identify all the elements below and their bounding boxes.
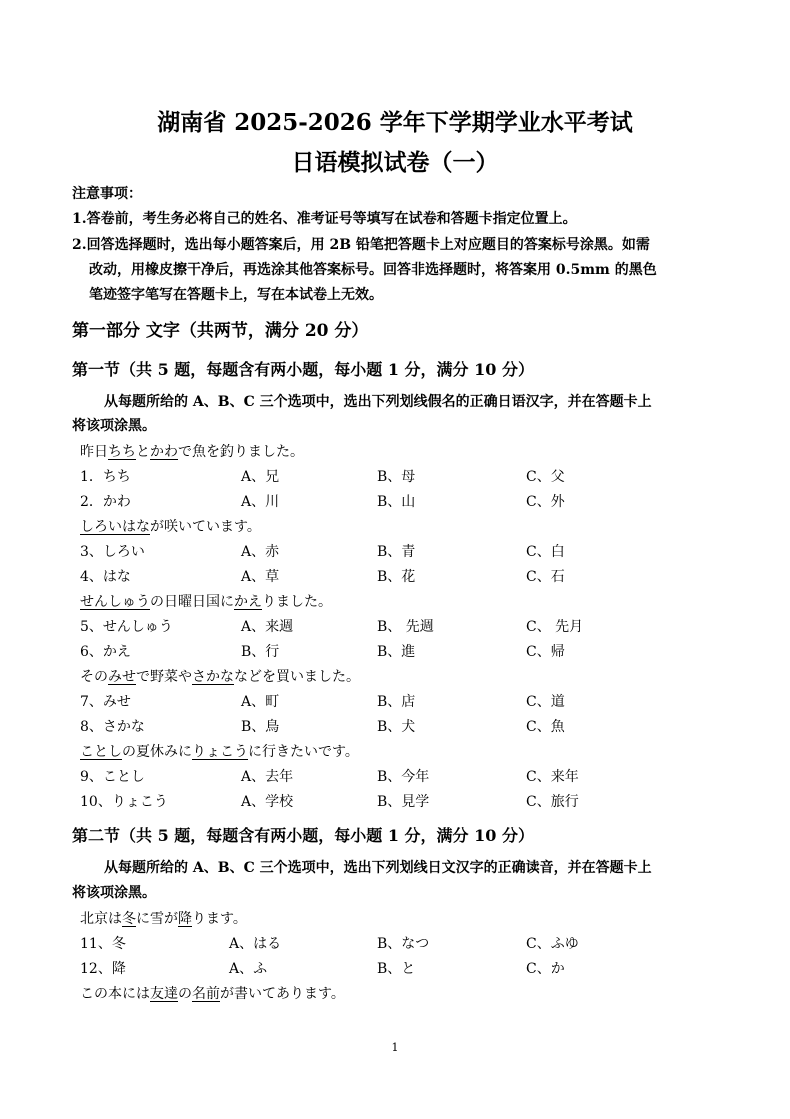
underlined-kana: かえ [234, 594, 262, 610]
question-2-option-c[interactable]: C、外 [526, 494, 565, 510]
question-11-option-c[interactable]: C、ふゆ [526, 936, 579, 952]
question-4-label: 4、はな [80, 569, 131, 585]
question-2-option-b[interactable]: B、山 [377, 494, 416, 510]
underlined-kana: せんしゅう [80, 594, 150, 610]
question-12-option-a[interactable]: A、ふ [229, 961, 268, 977]
question-3-option-b[interactable]: B、青 [377, 544, 416, 560]
underlined-kana: かわ [150, 444, 178, 460]
example-sentence-1: 昨日ちちとかわで魚を釣りました。 [80, 444, 304, 460]
underlined-kanji: 降 [178, 911, 192, 927]
example-sentence-7: この本には友達の名前が書いてあります。 [80, 986, 345, 1002]
question-11-label: 11、冬 [80, 936, 126, 952]
underlined-kana: りょこう [192, 744, 248, 760]
question-3-option-a[interactable]: A、赤 [241, 544, 280, 560]
section1-instruction-line2: 将该项涂黑。 [72, 418, 156, 434]
question-2-option-a[interactable]: A、川 [241, 494, 280, 510]
question-2-label: 2．かわ [80, 494, 131, 510]
question-4-option-b[interactable]: B、花 [377, 569, 416, 585]
question-10-option-c[interactable]: C、旅行 [526, 794, 579, 810]
question-5-option-a[interactable]: A、来週 [241, 619, 294, 635]
question-6-option-a[interactable]: B、行 [241, 644, 280, 660]
section2-instruction-line2: 将该项涂黑。 [72, 885, 156, 901]
question-8-option-b[interactable]: B、犬 [377, 719, 416, 735]
question-8-option-c[interactable]: C、魚 [526, 719, 565, 735]
question-5-label: 5、せんしゅう [80, 619, 173, 635]
question-9-option-c[interactable]: C、来年 [526, 769, 579, 785]
question-12-label: 12、降 [80, 961, 126, 977]
example-sentence-2: しろいはなが咲いています。 [80, 519, 261, 535]
question-11-option-a[interactable]: A、はる [229, 936, 282, 952]
question-6-option-c[interactable]: C、帰 [526, 644, 565, 660]
underlined-kanji: 友達 [150, 986, 178, 1002]
question-12-option-c[interactable]: C、か [526, 961, 565, 977]
question-8-label: 8、さかな [80, 719, 145, 735]
example-sentence-4: そのみせで野菜やさかななどを買いました。 [80, 669, 360, 685]
notice-item-1: 1.答卷前，考生务必将自己的姓名、准考证号等填写在试卷和答题卡指定位置上。 [72, 211, 577, 227]
question-10-option-a[interactable]: A、学校 [241, 794, 294, 810]
section2-heading: 第二节（共 5 题，每题含有两小题，每小题 1 分，满分 10 分） [72, 826, 534, 845]
question-5-option-b[interactable]: B、 先週 [377, 619, 434, 635]
question-3-option-c[interactable]: C、白 [526, 544, 565, 560]
notice-item-2-line3: 笔迹签字笔写在答题卡上，写在本试卷上无效。 [89, 287, 383, 303]
underlined-kana: ちち [108, 444, 136, 460]
section1-heading: 第一节（共 5 题，每题含有两小题，每小题 1 分，满分 10 分） [72, 360, 534, 379]
notice-item-2-line2: 改动，用橡皮擦干净后，再选涂其他答案标号。回答非选择题时，将答案用 0.5mm 的黑色 [89, 262, 657, 278]
example-sentence-6: 北京は冬に雪が降ります。 [80, 911, 247, 927]
page-number: 1 [391, 1041, 399, 1054]
question-7-option-b[interactable]: B、店 [377, 694, 416, 710]
question-4-option-a[interactable]: A、草 [241, 569, 280, 585]
question-10-option-b[interactable]: B、見学 [377, 794, 430, 810]
question-7-option-a[interactable]: A、町 [241, 694, 280, 710]
underlined-kana: さかな [192, 669, 234, 685]
underlined-kana: みせ [108, 669, 136, 685]
underlined-kanji: 冬 [122, 911, 136, 927]
question-9-label: 9、ことし [80, 769, 145, 785]
example-sentence-5: ことしの夏休みにりょこうに行きたいです。 [80, 744, 359, 760]
notice-heading: 注意事项： [72, 186, 142, 202]
question-6-label: 6、かえ [80, 644, 131, 660]
underlined-kana: はな [122, 519, 150, 535]
section1-instruction-line1: 从每题所给的 A、B、C 三个选项中，选出下列划线假名的正确日语汉字，并在答题卡上 [104, 394, 652, 410]
question-12-option-b[interactable]: B、と [377, 961, 416, 977]
section2-instruction-line1: 从每题所给的 A、B、C 三个选项中，选出下列划线日文汉字的正确读音，并在答题卡上 [104, 860, 652, 876]
question-8-option-a[interactable]: B、鳥 [241, 719, 280, 735]
question-1-label: 1．ちち [80, 469, 131, 485]
part1-heading: 第一部分 文字（共两节，满分 20 分） [72, 321, 369, 341]
example-sentence-3: せんしゅうの日曜日国にかえりました。 [80, 594, 332, 610]
question-7-label: 7、みせ [80, 694, 131, 710]
question-11-option-b[interactable]: B、なつ [377, 936, 430, 952]
notice-item-2-line1: 2.回答选择题时，选出每小题答案后，用 2B 铅笔把答题卡上对应题目的答案标号涂黑。如需 [72, 237, 650, 253]
underlined-kanji: 名前 [192, 986, 220, 1002]
underlined-kana: しろい [80, 519, 122, 535]
question-1-option-a[interactable]: A、兄 [241, 469, 280, 485]
question-7-option-c[interactable]: C、道 [526, 694, 565, 710]
exam-subtitle: 日语模拟试卷（一） [291, 149, 499, 176]
question-5-option-c[interactable]: C、 先月 [526, 619, 584, 635]
underlined-kana: ことし [80, 744, 122, 760]
question-10-label: 10、りょこう [80, 794, 168, 810]
question-3-label: 3、しろい [80, 544, 145, 560]
question-4-option-c[interactable]: C、石 [526, 569, 565, 585]
question-1-option-c[interactable]: C、父 [526, 469, 565, 485]
question-9-option-b[interactable]: B、今年 [377, 769, 430, 785]
exam-title: 湖南省 2025-2026 学年下学期学业水平考试 [157, 109, 633, 136]
question-1-option-b[interactable]: B、母 [377, 469, 416, 485]
question-6-option-b[interactable]: B、進 [377, 644, 416, 660]
question-9-option-a[interactable]: A、去年 [241, 769, 294, 785]
